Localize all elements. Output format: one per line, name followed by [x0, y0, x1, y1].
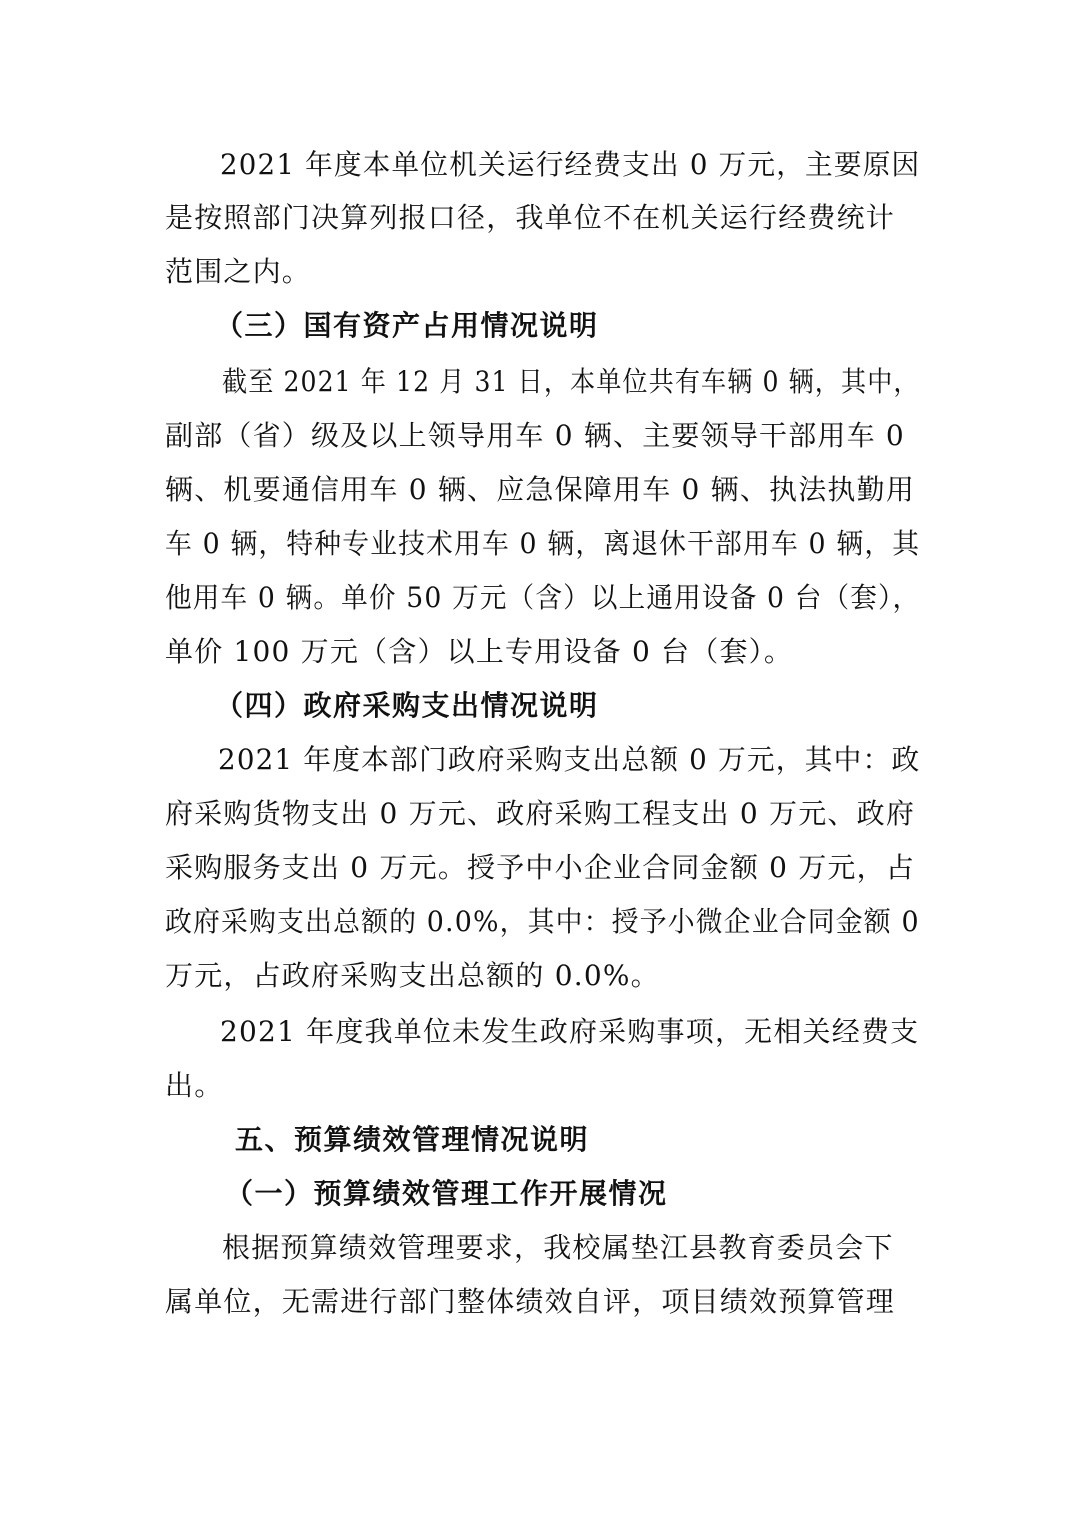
paragraph-line: 万元，占政府采购支出总额的 0.0%。: [165, 959, 660, 992]
paragraph-line: 副部（省）级及以上领导用车 0 辆、主要领导干部用车 0: [165, 419, 905, 452]
paragraph-line: 车 0 辆，特种专业技术用车 0 辆，离退休干部用车 0 辆，其: [165, 527, 921, 560]
paragraph-line: 府采购货物支出 0 万元、政府采购工程支出 0 万元、政府: [165, 797, 916, 830]
paragraph-line: 单价 100 万元（含）以上专用设备 0 台（套）。: [165, 635, 794, 668]
paragraph-line: 2021 年度我单位未发生政府采购事项，无相关经费支: [220, 1015, 920, 1048]
section-heading: （一）预算绩效管理工作开展情况: [225, 1177, 668, 1210]
paragraph-line: 属单位，无需进行部门整体绩效自评，项目绩效预算管理: [165, 1285, 896, 1318]
paragraph-line: 2021 年度本部门政府采购支出总额 0 万元，其中：政: [218, 743, 921, 776]
paragraph-line: 根据预算绩效管理要求，我校属垫江县教育委员会下: [222, 1231, 894, 1264]
paragraph-line: 他用车 0 辆。单价 50 万元（含）以上通用设备 0 台（套），: [165, 581, 921, 614]
paragraph-line: 2021 年度本单位机关运行经费支出 0 万元，主要原因: [220, 148, 921, 181]
paragraph-line: 采购服务支出 0 万元。授予中小企业合同金额 0 万元，占: [165, 851, 916, 884]
chapter-heading: 五、预算绩效管理情况说明: [235, 1123, 590, 1156]
paragraph-line: 截至 2021 年 12 月 31 日，本单位共有车辆 0 辆，其中，: [222, 365, 920, 398]
paragraph-line: 政府采购支出总额的 0.0%，其中：授予小微企业合同金额 0: [165, 905, 920, 938]
section-heading: （四）政府采购支出情况说明: [215, 689, 599, 722]
paragraph-line: 是按照部门决算列报口径，我单位不在机关运行经费统计: [165, 201, 896, 234]
paragraph-line: 出。: [165, 1069, 224, 1102]
section-heading: （三）国有资产占用情况说明: [215, 309, 599, 342]
paragraph-line: 辆、机要通信用车 0 辆、应急保障用车 0 辆、执法执勤用: [165, 473, 916, 506]
paragraph-line: 范围之内。: [165, 255, 312, 288]
